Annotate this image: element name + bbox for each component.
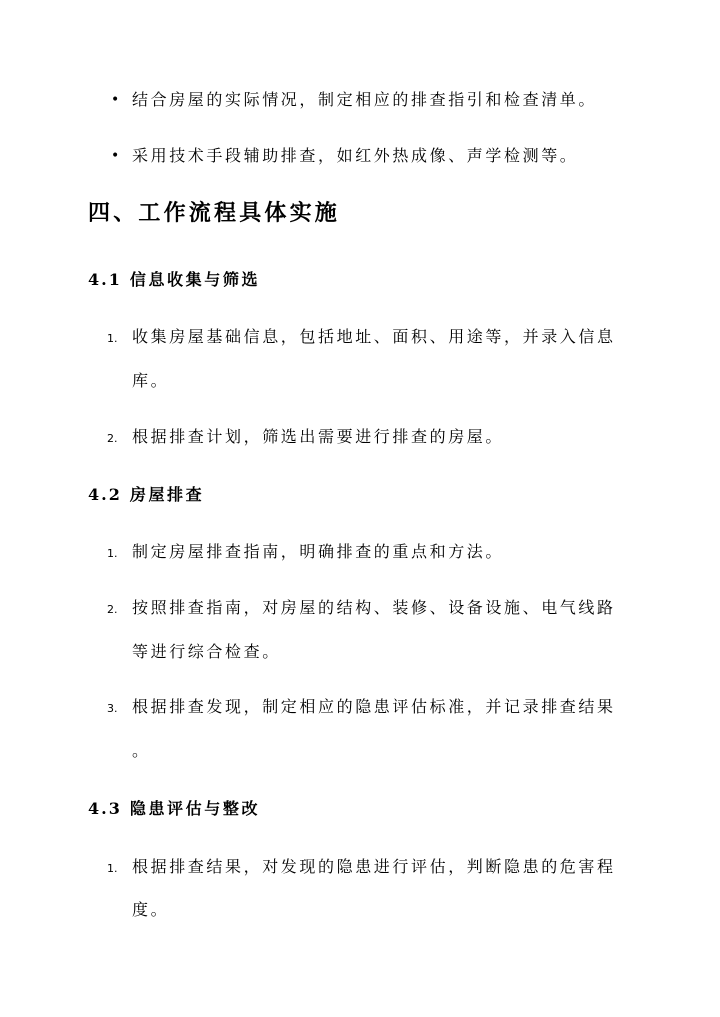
subsection-number: 4.2 [88,485,122,504]
list-item-text: 根据排查结果，对发现的隐患进行评估，判断隐患的危害程 [132,857,616,876]
list-item-text: 根据排查计划，筛选出需要进行排查的房屋。 [132,427,505,446]
subsection-title: 信息收集与筛选 [129,270,261,289]
list-item-text-continued: 库。 [132,371,170,390]
section-heading: 四、工作流程具体实施 [88,200,341,226]
bullet-marker: • [111,92,120,108]
list-item-number: 3. [107,702,118,715]
subsection-heading [88,798,260,820]
subsection-title: 隐患评估与整改 [129,799,261,818]
subsection-heading [88,484,204,506]
list-item-number: 2. [107,432,118,445]
list-item-text: 根据排查发现，制定相应的隐患评估标准，并记录排查结果 [132,697,616,716]
list-item-text-continued: 等进行综合检查。 [132,642,281,661]
list-item-text: 按照排查指南，对房屋的结构、装修、设备设施、电气线路 [132,598,616,617]
list-item-text-continued: 。 [132,741,151,760]
subsection-title: 房屋排查 [129,485,205,504]
subsection-number: 4.1 [88,270,122,289]
list-item-number: 1. [107,332,118,345]
list-item-text: 收集房屋基础信息，包括地址、面积、用途等，并录入信息 [132,327,616,346]
bullet-marker: • [111,148,120,164]
subsection-heading [88,269,260,291]
list-item-number: 1. [107,862,118,875]
bullet-item-text: 采用技术手段辅助排查，如红外热成像、声学检测等。 [132,146,579,165]
subsection-number: 4.3 [88,799,122,818]
list-item-text-continued: 度。 [132,900,170,919]
list-item-number: 1. [107,547,118,560]
list-item-number: 2. [107,603,118,616]
bullet-item-text: 结合房屋的实际情况，制定相应的排查指引和检查清单。 [132,90,598,109]
list-item-text: 制定房屋排查指南，明确排查的重点和方法。 [132,542,505,561]
